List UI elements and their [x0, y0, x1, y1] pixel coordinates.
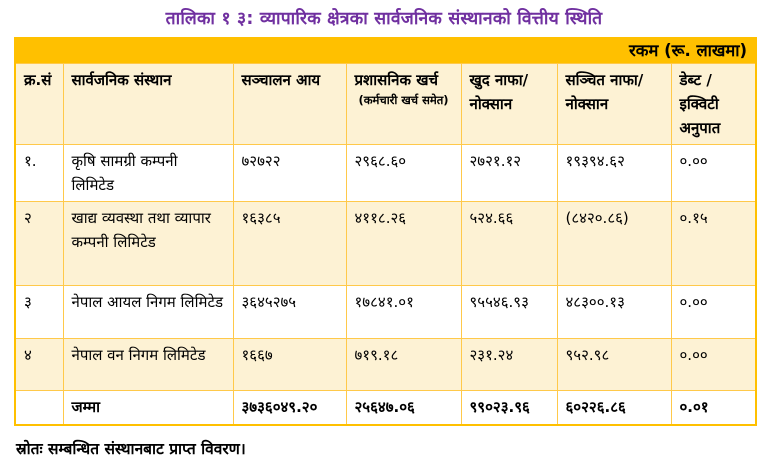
- table-row: [15, 339, 756, 391]
- value-cell: ३६४५२७५: [233, 286, 346, 339]
- enterprise-name-cell: नेपाल आयल निगम लिमिटेड: [63, 286, 233, 339]
- column-header-admin-expense-sublabel: (कर्मचारी खर्च समेत): [358, 93, 449, 108]
- value-cell: (८४२०.८६): [557, 202, 671, 286]
- value-cell: ०.००: [671, 339, 756, 391]
- unit-banner: रकम (रू. लाखमा): [15, 38, 756, 64]
- total-value-cell: ९९०२३.९६: [461, 391, 557, 425]
- column-header-accumulated-profit-loss: सञ्चित नाफा/ नोक्सान: [557, 64, 671, 145]
- column-header-admin-expense-label: प्रशासनिक खर्च: [354, 71, 439, 90]
- total-value-cell: ३७३६०४९.२०: [233, 391, 346, 425]
- table-header-row: [15, 64, 756, 145]
- serial-cell: २: [15, 202, 63, 286]
- table-row: [15, 286, 756, 339]
- value-cell: ०.००: [671, 145, 756, 202]
- table-row: [15, 202, 756, 286]
- value-cell: २३१.२४: [461, 339, 557, 391]
- total-value-cell: २५६४७.०६: [346, 391, 461, 425]
- unit-banner-row: [15, 38, 756, 64]
- value-cell: ४८३००.१३: [557, 286, 671, 339]
- column-header-serial: क्र.सं: [15, 64, 63, 145]
- source-note: स्रोतः सम्बन्धित संस्थानबाट प्राप्त विवरण।: [16, 439, 246, 458]
- column-header-operating-income: सञ्चालन आय: [233, 64, 346, 145]
- enterprise-name-cell: कृषि सामग्री कम्पनी लिमिटेड: [63, 145, 233, 202]
- column-header-net-profit-loss: खुद नाफा/ नोक्सान: [461, 64, 557, 145]
- serial-cell: १.: [15, 145, 63, 202]
- column-header-admin-expense: [346, 64, 461, 145]
- column-header-enterprise: सार्वजनिक संस्थान: [63, 64, 233, 145]
- financial-table: [14, 37, 757, 426]
- value-cell: ७२७२२: [233, 145, 346, 202]
- value-cell: १६३८५: [233, 202, 346, 286]
- page-title: तालिका १ ३: व्यापारिक क्षेत्रका सार्वजनिक संस्थानको वित्तीय स्थिति: [165, 9, 603, 29]
- enterprise-name-cell: खाद्य व्यवस्था तथा व्यापार कम्पनी लिमिटेड: [63, 202, 233, 286]
- value-cell: ९५५४६.९३: [461, 286, 557, 339]
- value-cell: ५२४.६६: [461, 202, 557, 286]
- total-row: [15, 391, 756, 425]
- serial-cell-empty: [15, 391, 63, 425]
- total-label-cell: जम्मा: [63, 391, 233, 425]
- value-cell: ९५२.९८: [557, 339, 671, 391]
- value-cell: २७२१.१२: [461, 145, 557, 202]
- value-cell: २९६८.६०: [346, 145, 461, 202]
- value-cell: ०.००: [671, 286, 756, 339]
- serial-cell: ४: [15, 339, 63, 391]
- table-row: [15, 145, 756, 202]
- serial-cell: ३: [15, 286, 63, 339]
- value-cell: ०.१५: [671, 202, 756, 286]
- total-value-cell: ०.०१: [671, 391, 756, 425]
- enterprise-name-cell: नेपाल वन निगम लिमिटेड: [63, 339, 233, 391]
- total-value-cell: ६०२२६.८६: [557, 391, 671, 425]
- value-cell: १७८४१.०१: [346, 286, 461, 339]
- value-cell: ४११८.२६: [346, 202, 461, 286]
- value-cell: ७१९.१८: [346, 339, 461, 391]
- value-cell: १६६७: [233, 339, 346, 391]
- column-header-debt-equity-ratio: डेब्ट /इक्विटी अनुपात: [671, 64, 756, 145]
- value-cell: १९३९४.६२: [557, 145, 671, 202]
